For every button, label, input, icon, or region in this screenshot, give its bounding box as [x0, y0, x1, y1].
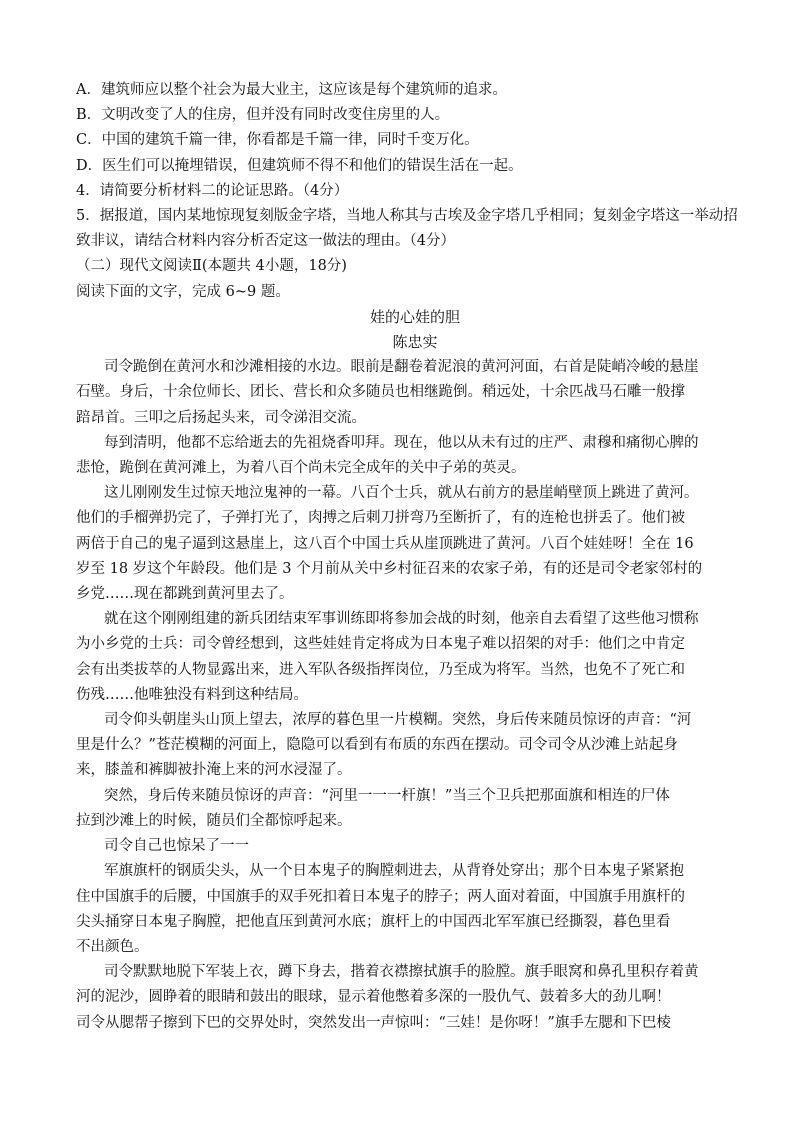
option-b: B．文明改变了人的住房，但并没有同时改变住房里的人。 — [76, 107, 450, 124]
article-paragraph — [76, 960, 754, 1010]
paragraph-line: 军旗旗杆的钢质尖头，从一个日本鬼子的胸膛刺进去，从背脊处穿出；那个日本鬼子紧紧抱 — [104, 863, 684, 880]
paragraph-line: 岁至 18 岁这个年龄段。他们是 3 个月前从关中乡村征召来的农家子弟，有的还是司令老家邻村的 — [76, 560, 703, 577]
paragraph-line: 乡党……现在都跳到黄河里去了。 — [76, 586, 294, 603]
section-header: （二）现代文阅读Ⅱ(本题共 4小题，18分) — [76, 258, 347, 275]
article-author: 陈忠实 — [392, 333, 438, 352]
paragraph-line: 石壁。身后，十余位师长、团长、营长和众多随员也相继跪倒。稍远处，十余匹战马石雕一般撑 — [76, 384, 685, 401]
question-5 — [76, 204, 754, 254]
paragraph-line: 不出颜色。 — [76, 938, 149, 955]
article-paragraph — [76, 607, 754, 708]
paragraph-line: 来，膝盖和裤脚被扑淹上来的河水浸湿了。 — [76, 762, 352, 779]
article-paragraph — [76, 708, 754, 784]
paragraph-line: 司令默默地脱下军装上衣，蹲下身去，揩着衣襟擦拭旗手的脸膛。旗手眼窝和鼻孔里积存着黄 — [104, 964, 699, 981]
paragraph-line: 司令仰头朝崖头山顶上望去，浓厚的暮色里一片模糊。突然，身后传来随员惊讶的声音：“河 — [104, 712, 692, 729]
paragraph-line: 拉到沙滩上的时候，随员们全都惊呼起来。 — [76, 812, 352, 829]
option-d: D．医生们可以掩埋错误，但建筑师不得不和他们的错误生活在一起。 — [76, 157, 523, 174]
option-c: C．中国的建筑千篇一律，你看都是千篇一律，同时千变万化。 — [76, 132, 479, 149]
article-paragraph — [76, 784, 754, 834]
paragraph-line: 司令自己也惊呆了一一 — [104, 838, 249, 855]
paragraph-line: 住中国旗手的后腰，中国旗手的双手死扣着日本鬼子的脖子；两人面对着面，中国旗手用旗杆的 — [76, 888, 685, 905]
paragraph-line: 突然，身后传来随员惊讶的声音：“河里一一一杆旗！”当三个卫兵把那面旗和相连的尸体 — [104, 787, 670, 804]
paragraph-line: 这儿刚刚发生过惊天地泣鬼神的一幕。八百个士兵，就从右前方的悬崖峭壁顶上跳进了黄河。 — [104, 485, 699, 502]
paragraph-line: 尖头捅穿日本鬼子胸膛，把他直压到黄河水底；旗杆上的中国西北军军旗已经撕裂，暮色里看 — [76, 913, 671, 930]
article-body — [76, 355, 754, 1010]
article-paragraph — [76, 431, 754, 481]
article-paragraph — [76, 834, 754, 859]
paragraph-line: 他们的手榴弹扔完了，子弹打光了，肉搏之后刺刀拼弯乃至断折了，有的连枪也拼丢了。他们被 — [76, 510, 685, 527]
paragraph-line: 伤残……他唯独没有料到这种结局。 — [76, 686, 308, 703]
question-5-line: 致非议，请结合材料内容分析否定这一做法的理由。（4分） — [76, 233, 455, 250]
option-a: A．建筑师应以整个社会为最大业主，这应该是每个建筑师的追求。 — [76, 82, 507, 98]
paragraph-line: 为小乡党的士兵：司令曾经想到，这些娃娃肯定将成为日本鬼子难以招架的对手：他们之中肯定 — [76, 636, 685, 653]
paragraph-line: 每到清明，他都不忘给逝去的先祖烧香叩拜。现在，他以从未有过的庄严、肃穆和痛彻心脾的 — [104, 434, 699, 451]
article-paragraph — [76, 355, 754, 431]
paragraph-line: 悲怆，跪倒在黄河滩上，为着八百个尚未完全成年的关中子弟的英灵。 — [76, 460, 526, 477]
last-line: 司令从腮帮子擦到下巴的交界处时，突然发出一声惊叫：“三娃！是你呀！”旗手左腮和下巴棱 — [76, 1014, 671, 1031]
paragraph-line: 会有出类拔萃的人物显露出来，进入军队各级指挥岗位，乃至成为将军。当然，也免不了死亡和 — [76, 661, 685, 678]
article-paragraph — [76, 859, 754, 960]
paragraph-line: 就在这个刚刚组建的新兵团结束军事训练即将参加会战的时刻，他亲自去看望了这些他习惯称 — [104, 611, 699, 628]
question-4: 4．请简要分析材料二的论证思路。（4分） — [76, 182, 349, 199]
paragraph-line: 踣昂首。三叩之后扬起头来，司令涕泪交流。 — [76, 409, 366, 426]
paragraph-line: 里是什么？”苍茫模糊的河面上，隐隐可以看到有布质的东西在摆动。司令司令从沙滩上站起身 — [76, 737, 678, 754]
instruction: 阅读下面的文字，完成 6~9 题。 — [76, 283, 290, 300]
article-title: 娃的心娃的胆 — [369, 307, 460, 326]
paragraph-line: 司令跪倒在黄河水和沙滩相接的水边。眼前是翻卷着泥浪的黄河河面，右首是陡峭冷峻的悬崖 — [104, 359, 699, 376]
question-5-line: 5．据报道，国内某地惊现复刻版金字塔，当地人称其与古埃及金字塔几乎相同；复刻金字塔这一举动招 — [76, 208, 738, 225]
paragraph-line: 两倍于自己的鬼子逼到这悬崖上，这八百个中国士兵从崖顶跳进了黄河。八百个娃娃呀！全在 16 — [76, 535, 694, 552]
article-paragraph — [76, 481, 754, 607]
paragraph-line: 河的泥沙，圆睁着的眼睛和鼓出的眼球，显示着他憋着多深的一股仇气、鼓着多大的劲儿啊！ — [76, 989, 671, 1006]
